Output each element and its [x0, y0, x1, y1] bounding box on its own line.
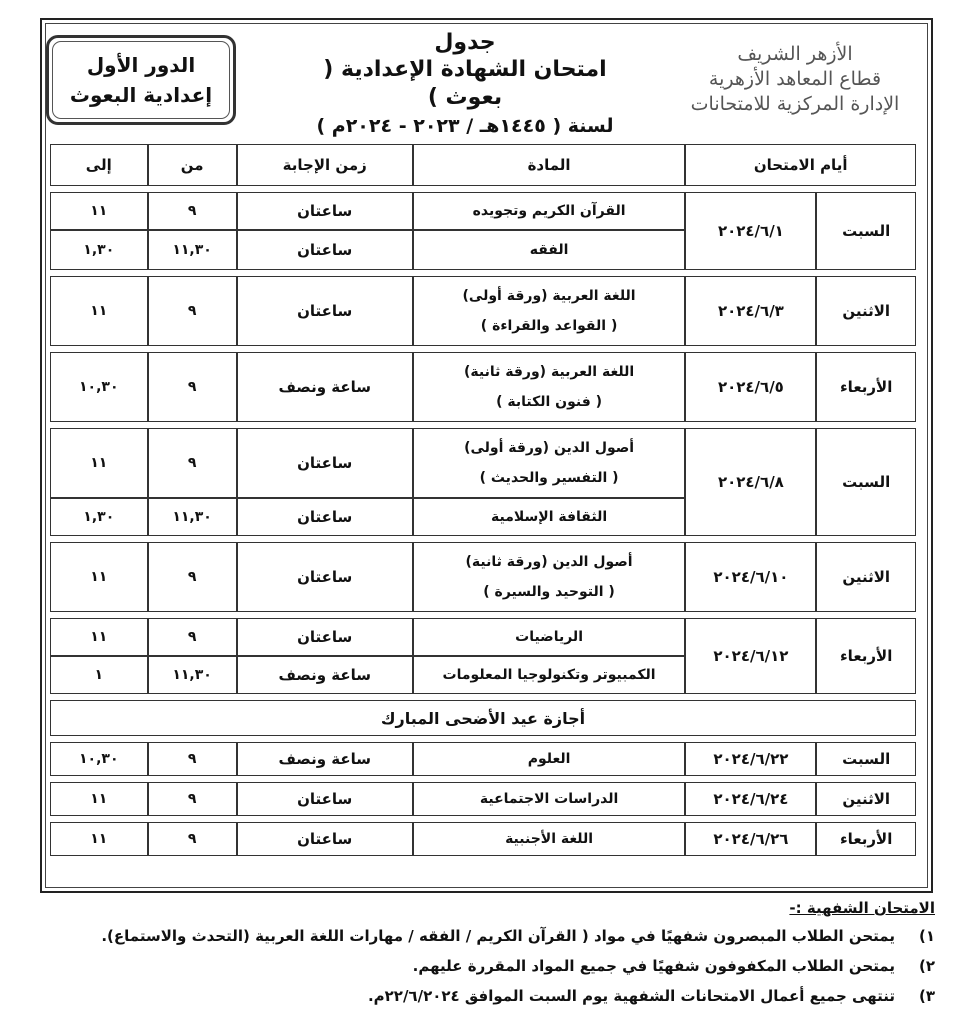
holiday-cell: أجازة عيد الأضحى المبارك [50, 700, 916, 736]
from-cell: ٩ [148, 618, 237, 656]
to-cell: ١١ [50, 782, 148, 816]
day-cell: السبت [816, 428, 916, 536]
note-number: ١) [918, 927, 935, 945]
day-cell: السبت [816, 192, 916, 270]
duration-cell: ساعتان [237, 192, 413, 230]
subject-line: ( التوحيد والسيرة ) [483, 584, 615, 600]
subject-line: اللغة العربية (ورقة أولى) [462, 288, 636, 304]
subject-line: ( فنون الكتابة ) [496, 394, 603, 410]
to-cell: ١١ [50, 192, 148, 230]
day-cell: الأربعاء [816, 618, 916, 694]
from-cell: ٩ [148, 782, 237, 816]
from-cell: ٩ [148, 742, 237, 776]
note-number: ٢) [918, 957, 935, 975]
duration-cell: ساعتان [237, 230, 413, 270]
document-title [300, 30, 630, 140]
duration-cell: ساعة ونصف [237, 656, 413, 694]
day-cell: الاثنين [816, 276, 916, 346]
to-cell: ١١ [50, 276, 148, 346]
day-cell: الأربعاء [816, 352, 916, 422]
from-cell: ١١,٣٠ [148, 230, 237, 270]
header-to: إلى [50, 144, 148, 186]
duration-cell: ساعة ونصف [237, 352, 413, 422]
to-cell: ١١ [50, 428, 148, 498]
to-cell: ١ [50, 656, 148, 694]
duration-cell: ساعتان [237, 822, 413, 856]
table-row [50, 822, 916, 856]
exam-schedule-table [50, 144, 916, 856]
badge-line: إعدادية البعوث [69, 83, 213, 107]
note-number: ٣) [918, 987, 935, 1005]
date-cell: ٢٠٢٤/٦/٣ [685, 276, 816, 346]
table-header-row [50, 144, 916, 186]
subject-line: ( القواعد والقراءة ) [480, 318, 618, 334]
note-item [101, 921, 935, 951]
header-days: أيام الامتحان [685, 144, 916, 186]
subject-cell: اللغة الأجنبية [413, 822, 686, 856]
from-cell: ٩ [148, 822, 237, 856]
day-cell: الاثنين [816, 782, 916, 816]
date-cell: ٢٠٢٤/٦/٢٦ [685, 822, 816, 856]
from-cell: ٩ [148, 276, 237, 346]
from-cell: ٩ [148, 542, 237, 612]
table-row [50, 782, 916, 816]
organization-header [670, 42, 920, 117]
round-badge [46, 35, 236, 125]
subject-cell: الكمبيوتر وتكنولوجيا المعلومات [413, 656, 686, 694]
to-cell: ١١ [50, 618, 148, 656]
subject-cell [413, 428, 686, 498]
table-row [50, 192, 916, 230]
subject-cell: العلوم [413, 742, 686, 776]
date-cell: ٢٠٢٤/٦/١ [685, 192, 816, 270]
day-cell: السبت [816, 742, 916, 776]
subject-cell: الدراسات الاجتماعية [413, 782, 686, 816]
from-cell: ٩ [148, 192, 237, 230]
oral-exam-notes [101, 895, 935, 1011]
header-duration: زمن الإجابة [237, 144, 413, 186]
note-item [160, 981, 935, 1011]
table-row [50, 428, 916, 498]
date-cell: ٢٠٢٤/٦/٨ [685, 428, 816, 536]
duration-cell: ساعتان [237, 782, 413, 816]
duration-cell: ساعتان [237, 542, 413, 612]
subject-line: أصول الدين (ورقة أولى) [464, 440, 635, 456]
note-text: يمتحن الطلاب المبصرون شفهيًا في مواد ( القرآن الكريم / الفقه / مهارات اللغة العربية (التحدث والاستماع). [101, 927, 895, 945]
subject-line: أصول الدين (ورقة ثانية) [465, 554, 633, 570]
subject-cell [413, 276, 686, 346]
duration-cell: ساعتان [237, 498, 413, 536]
header-from: من [148, 144, 237, 186]
table-row [50, 742, 916, 776]
table-row [50, 352, 916, 422]
title-line: جدول [434, 30, 496, 55]
from-cell: ٩ [148, 428, 237, 498]
subject-cell: الثقافة الإسلامية [413, 498, 686, 536]
notes-heading: الامتحان الشفهية :- [789, 899, 935, 917]
date-cell: ٢٠٢٤/٦/٢٤ [685, 782, 816, 816]
from-cell: ٩ [148, 352, 237, 422]
duration-cell: ساعتان [237, 428, 413, 498]
title-line: لسنة ( ١٤٤٥هـ / ٢٠٢٣ - ٢٠٢٤م ) [316, 115, 614, 137]
holiday-row [50, 700, 916, 736]
date-cell: ٢٠٢٤/٦/٥ [685, 352, 816, 422]
day-cell: الأربعاء [816, 822, 916, 856]
date-cell: ٢٠٢٤/٦/٢٢ [685, 742, 816, 776]
subject-line: اللغة العربية (ورقة ثانية) [464, 364, 635, 380]
duration-cell: ساعتان [237, 618, 413, 656]
header-subject: المادة [413, 144, 686, 186]
date-cell: ٢٠٢٤/٦/١٠ [685, 542, 816, 612]
to-cell: ١٠,٣٠ [50, 742, 148, 776]
table-row [50, 618, 916, 656]
org-line: الإدارة المركزية للامتحانات [690, 93, 900, 115]
to-cell: ١١ [50, 542, 148, 612]
subject-cell [413, 352, 686, 422]
note-text: تنتهى جميع أعمال الامتحانات الشفهية يوم السبت الموافق ٢٢/٦/٢٠٢٤م. [367, 987, 895, 1005]
to-cell: ١١ [50, 822, 148, 856]
subject-cell: الفقه [413, 230, 686, 270]
table-row [50, 542, 916, 612]
subject-cell: القرآن الكريم وتجويده [413, 192, 686, 230]
duration-cell: ساعتان [237, 276, 413, 346]
badge-line: الدور الأول [86, 53, 196, 77]
note-text: يمتحن الطلاب المكفوفون شفهيًا في جميع المواد المقررة عليهم. [412, 957, 895, 975]
org-line: الأزهر الشريف [737, 43, 853, 65]
to-cell: ١,٣٠ [50, 230, 148, 270]
duration-cell: ساعة ونصف [237, 742, 413, 776]
from-cell: ١١,٣٠ [148, 498, 237, 536]
to-cell: ١,٣٠ [50, 498, 148, 536]
note-item [160, 951, 935, 981]
from-cell: ١١,٣٠ [148, 656, 237, 694]
date-cell: ٢٠٢٤/٦/١٢ [685, 618, 816, 694]
day-cell: الاثنين [816, 542, 916, 612]
to-cell: ١٠,٣٠ [50, 352, 148, 422]
title-line: امتحان الشهادة الإعدادية ( بعوث ) [323, 57, 607, 110]
subject-line: ( التفسير والحديث ) [479, 470, 619, 486]
table-row [50, 276, 916, 346]
subject-cell [413, 542, 686, 612]
org-line: قطاع المعاهد الأزهرية [708, 68, 882, 90]
subject-cell: الرياضيات [413, 618, 686, 656]
